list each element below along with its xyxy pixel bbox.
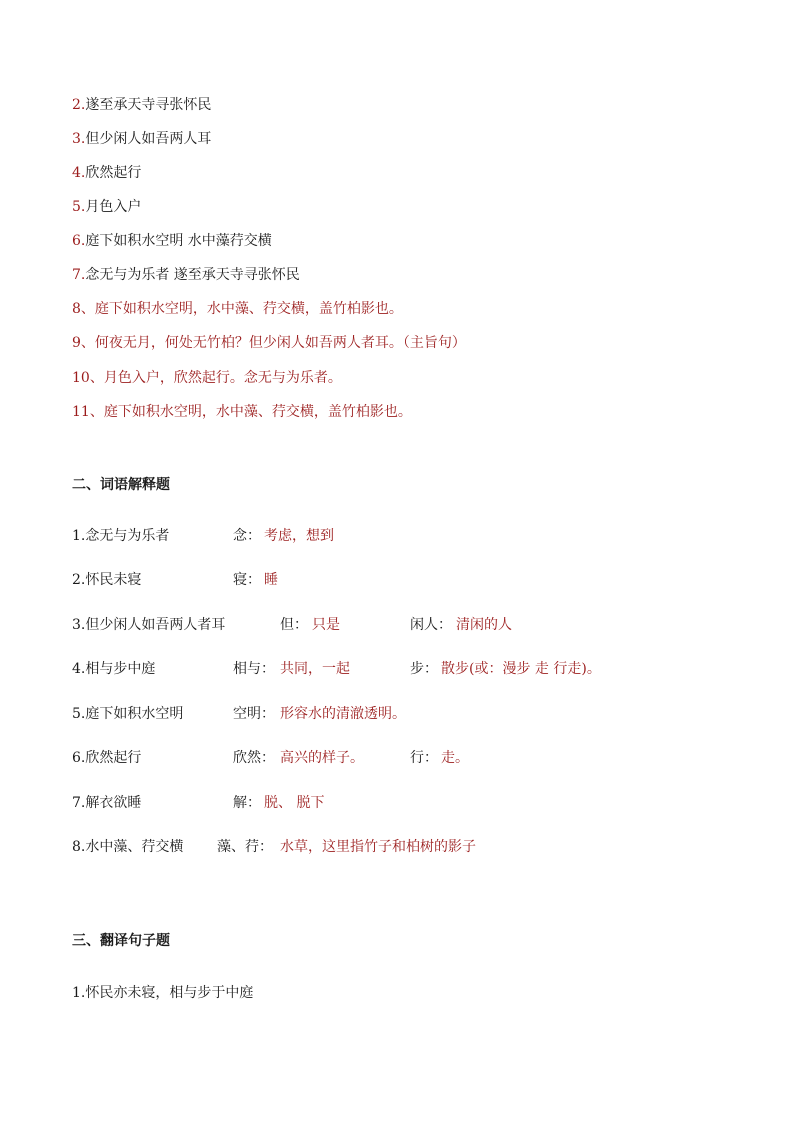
vocab-meaning: 散步(或：漫步 走 行走)。: [441, 661, 601, 677]
vocab-phrase: 1.念无与为乐者: [72, 528, 170, 544]
vocab-key: 念：: [233, 528, 261, 544]
vocab-key: 欣然：: [233, 750, 275, 766]
translation-item: 1.怀民亦未寝，相与步于中庭: [72, 985, 254, 1001]
vocab-meaning: 睡: [264, 572, 278, 588]
list-item: 2.遂至承天寺寻张怀民: [72, 97, 212, 113]
vocab-key: 步：: [410, 661, 438, 677]
vocab-meaning: 清闲的人: [456, 617, 512, 633]
vocab-meaning: 共同，一起: [280, 661, 350, 677]
vocab-key: 解：: [233, 795, 261, 811]
list-item: 7.念无与为乐者 遂至承天寺寻张怀民: [72, 267, 300, 283]
vocab-key: 寝：: [233, 572, 261, 588]
vocab-phrase: 8.水中藻、荇交横: [72, 839, 184, 855]
vocab-phrase: 3.但少闲人如吾两人者耳: [72, 617, 226, 633]
vocab-key: 空明：: [233, 706, 275, 722]
list-item: 4.欣然起行: [72, 165, 142, 181]
vocab-phrase: 7.解衣欲睡: [72, 795, 142, 811]
vocab-meaning: 水草，这里指竹子和柏树的影子: [280, 839, 476, 855]
vocab-phrase: 4.相与步中庭: [72, 661, 156, 677]
vocab-meaning: 高兴的样子。: [280, 750, 364, 766]
vocab-meaning: 脱、 脱下: [264, 795, 325, 811]
list-item: 6.庭下如积水空明 水中藻荇交横: [72, 233, 272, 249]
list-item: 9、何夜无月，何处无竹柏？但少闲人如吾两人者耳。（主旨句）: [72, 335, 466, 351]
vocab-meaning: 只是: [312, 617, 340, 633]
vocab-phrase: 2.怀民未寝: [72, 572, 142, 588]
vocab-key: 藻、荇：: [217, 839, 273, 855]
vocab-key: 但：: [280, 617, 308, 633]
section-heading: 三、翻译句子题: [72, 933, 170, 949]
vocab-key: 相与：: [233, 661, 275, 677]
list-item: 3.但少闲人如吾两人耳: [72, 131, 212, 147]
vocab-phrase: 6.欣然起行: [72, 750, 142, 766]
section-heading: 二、词语解释题: [72, 477, 170, 493]
list-item: 8、庭下如积水空明，水中藻、荇交横，盖竹柏影也。: [72, 301, 403, 317]
list-item: 5.月色入户: [72, 199, 142, 215]
list-item: 11、庭下如积水空明，水中藻、荇交横，盖竹柏影也。: [72, 404, 412, 420]
vocab-key: 行：: [410, 750, 438, 766]
vocab-meaning: 考虑，想到: [264, 528, 334, 544]
vocab-meaning: 走。: [441, 750, 469, 766]
vocab-key: 闲人：: [410, 617, 452, 633]
vocab-meaning: 形容水的清澈透明。: [280, 706, 406, 722]
list-item: 10、月色入户，欣然起行。念无与为乐者。: [72, 370, 342, 386]
vocab-phrase: 5.庭下如积水空明: [72, 706, 184, 722]
